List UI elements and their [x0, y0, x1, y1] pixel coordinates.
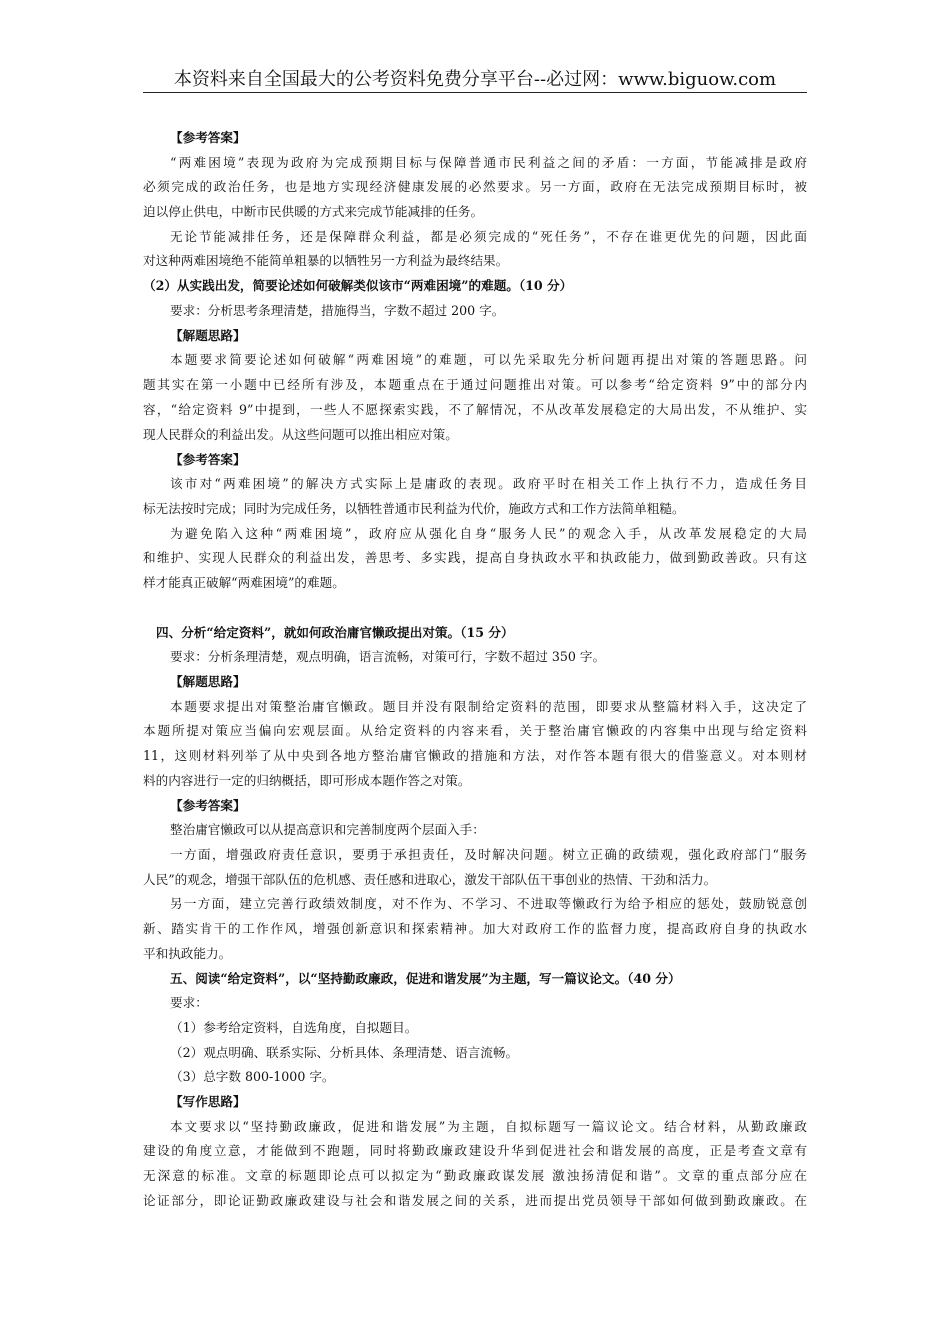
- section-heading: 【参考答案】: [170, 798, 246, 813]
- text-line: 要求：分析条理清楚，观点明确，语言流畅，对策可行，字数不超过 350 字。: [170, 649, 606, 664]
- section-heading: （2）从实践出发，简要论述如何破解类似该市“两难困境”的难题。（10 分）: [143, 278, 573, 293]
- text-line: 新、踏实肯干的工作作风，增强创新意识和探索精神。加大对政府工作的监督力度，提高政府自身的执政水: [143, 921, 807, 936]
- section-heading: 【写作思路】: [170, 1094, 246, 1109]
- text-line: “两难困境”表现为政府为完成预期目标与保障普通市民利益之间的矛盾：一方面，节能减排是政府: [170, 155, 807, 170]
- text-line: 现人民群众的利益出发。从这些问题可以推出相应对策。: [143, 427, 458, 442]
- text-line: 要求：分析思考条理清楚，措施得当，字数不超过 200 字。: [170, 303, 505, 318]
- text-line: 本题要求提出对策整治庸官懒政。题目并没有限制给定资料的范围，即要求从整篇材料入手，这决定了: [170, 699, 807, 714]
- page-header: 本资料来自全国最大的公考资料免费分享平台--必过网：www.biguow.com: [143, 68, 807, 93]
- text-line: 11，这则材料列举了从中央到各地方整治庸官懒政的措施和方法，对作答本题有很大的借鉴意义。对本则材: [143, 748, 807, 763]
- text-line: 样才能真正破解“两难困境”的难题。: [143, 575, 345, 590]
- text-line: 建设的角度立意，才能做到不跑题，同时将勤政廉政建设升华到促进社会和谐发展的高度，正是考查文章有: [143, 1143, 807, 1158]
- text-line: 迫以停止供电，中断市民供暖的方式来完成节能减排的任务。: [143, 204, 484, 219]
- section-heading: 五、阅读“给定资料”，以“坚持勤政廉政，促进和谐发展”为主题，写一篇议论文。（40 分）: [170, 971, 681, 986]
- text-line: （3）总字数 800-1000 字。: [170, 1069, 335, 1084]
- text-line: 整治庸官懒政可以从提高意识和完善制度两个层面入手：: [170, 822, 485, 837]
- text-line: 该市对“两难困境”的解决方式实际上是庸政的表现。政府平时在相关工作上执行不力，造成任务目: [170, 476, 807, 491]
- text-line: 人民”的观念，增强干部队伍的危机感、责任感和进取心，激发干部队伍干事创业的热情、干劲和活力。: [143, 872, 717, 887]
- section-heading: 【解题思路】: [170, 674, 246, 689]
- text-line: 论证部分，即论证勤政廉政建设与社会和谐发展之间的关系，进而提出党员领导干部如何做到勤政廉政。在: [143, 1193, 807, 1208]
- text-line: 为避免陷入这种“两难困境”，政府应从强化自身“服务人民”的观念入手，从改革发展稳定的大局: [170, 526, 807, 541]
- section-heading: 四、分析“给定资料”，就如何政治庸官懒政提出对策。（15 分）: [156, 625, 514, 640]
- text-line: 料的内容进行一定的归纳概括，即可形成本题作答之对策。: [143, 773, 471, 788]
- text-line: 另一方面，建立完善行政绩效制度，对不作为、不学习、不进取等懒政行为给予相应的惩处，鼓励锐意创: [170, 896, 807, 911]
- text-line: （1）参考给定资料，自选角度，自拟题目。: [170, 1020, 418, 1035]
- text-line: （2）观点明确、联系实际、分析具体、条理清楚、语言流畅。: [170, 1045, 519, 1060]
- section-heading: 【解题思路】: [170, 328, 246, 343]
- text-line: 本文要求以“坚持勤政廉政，促进和谐发展”为主题，自拟标题写一篇议论文。结合材料，从勤政廉政: [170, 1119, 807, 1134]
- text-line: 对这种两难困境绝不能简单粗暴的以牺牲另一方利益为最终结果。: [143, 253, 509, 268]
- text-line: 题其实在第一小题中已经所有涉及，本题重点在于通过问题推出对策。可以参考“给定资料 9”中的部分内: [143, 377, 807, 392]
- text-line: 标无法按时完成；同时为完成任务，以牺牲普通市民利益为代价，施政方式和工作方法简单粗糙。: [143, 501, 685, 516]
- text-line: 无论节能减排任务，还是保障群众利益，都是必须完成的“死任务”，不存在谁更优先的问题，因此面: [170, 229, 807, 244]
- text-line: 平和执政能力。: [143, 946, 232, 961]
- section-heading: 【参考答案】: [170, 452, 246, 467]
- text-line: 必须完成的政治任务，也是地方实现经济健康发展的必然要求。另一方面，政府在无法完成预期目标时，被: [143, 179, 807, 194]
- text-line: 容，“给定资料 9”中提到，一些人不愿探索实践，不了解情况，不从改革发展稳定的大局出发，不从维护、实: [143, 402, 807, 417]
- text-line: 本题所提对策应当偏向宏观层面。从给定资料的内容来看，关于整治庸官懒政的内容集中出现与给定资料: [143, 723, 807, 738]
- text-line: 本题要求简要论述如何破解“两难困境”的难题，可以先采取先分析问题再提出对策的答题思路。问: [170, 352, 807, 367]
- section-heading: 【参考答案】: [170, 130, 246, 145]
- text-line: 要求：: [170, 995, 208, 1010]
- text-line: 无深意的标准。文章的标题即论点可以拟定为“勤政廉政谋发展 激浊扬清促和谐”。文章的重点部分应在: [143, 1168, 807, 1183]
- text-line: 和维护、实现人民群众的利益出发，善思考、多实践，提高自身执政水平和执政能力，做到勤政善政。只有这: [143, 550, 807, 565]
- text-line: 一方面，增强政府责任意识，要勇于承担责任，及时解决问题。树立正确的政绩观，强化政府部门“服务: [170, 847, 807, 862]
